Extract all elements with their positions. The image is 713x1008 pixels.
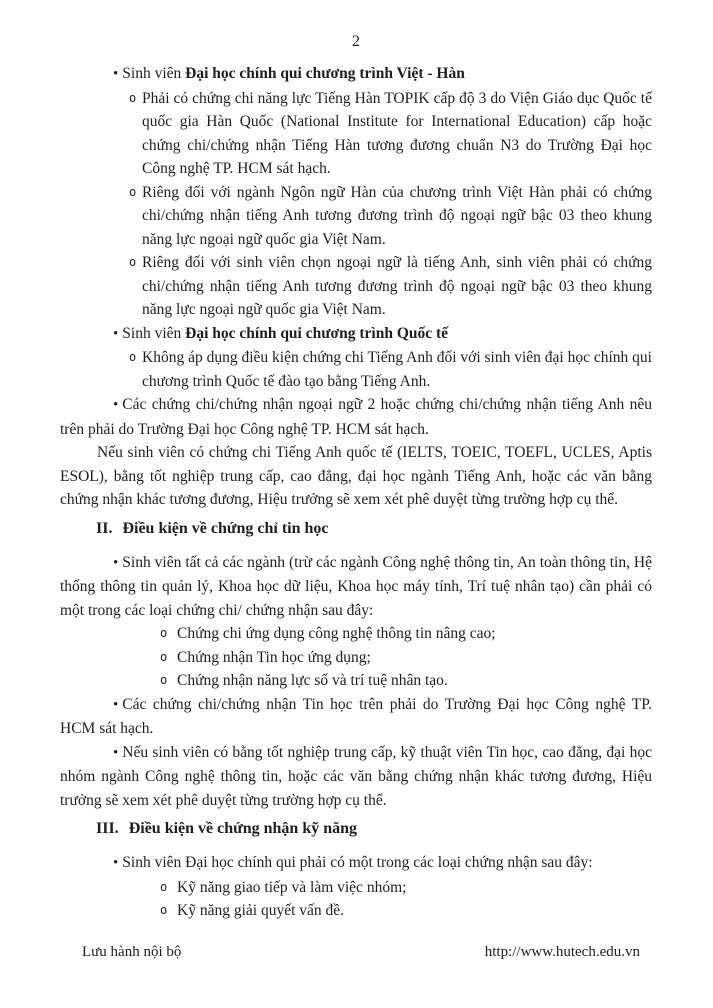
bullet-item [60, 741, 652, 813]
section-number: II. [96, 519, 113, 537]
item-text: Phải có chứng chi năng lực Tiếng Hàn TOPIK cấp độ 3 do Viện Giáo dục Quốc tế quốc gia Hàn Quốc (National Institute for International Education) cấp hoặc chứng chi/chứng nhận Tiếng Hàn tương đương chuẩn N3 do Trường Đại học Công nghệ TP. HCM sát hạch. [142, 89, 652, 177]
bullet-icon: • [113, 855, 119, 871]
item-text: Các chứng chi/chứng nhận Tin học trên phải do Trường Đại học Công nghệ TP. HCM sát hạch. [60, 695, 652, 737]
circle-bullet-icon: o [129, 350, 137, 364]
item-text: Sinh viên Đại học chính qui phải có một trong các loại chứng nhận sau đây: [122, 854, 593, 871]
bold-text-run: Đại học chính qui chương trình Quốc tế [185, 324, 449, 342]
page-footer [0, 944, 713, 968]
section-title: Điều kiện về chứng nhận kỹ năng [128, 820, 358, 837]
bullet-icon: • [113, 744, 119, 761]
circle-bullet-icon: o [129, 90, 137, 105]
item-text [122, 325, 448, 342]
bullet-item [60, 551, 652, 623]
item-text: Nếu sinh viên có bằng tốt nghiệp trung cấp, kỹ thuật viên Tin học, cao đẳng, đại học nhóm ngành Công nghệ thông tin, hoặc các văn bằng chứng nhận khác tương đương, Hiệu trưởng sẽ xem xét phê duyệt từng trường hợp cụ thể. [60, 743, 652, 809]
page-number: 2 [352, 33, 360, 50]
sub-bullet-item [129, 87, 652, 181]
document-body [60, 62, 652, 923]
circle-bullet-icon: o [160, 903, 168, 917]
sub-bullet-item [160, 622, 652, 646]
bullet-icon: • [113, 325, 119, 342]
sub-bullet-item [160, 899, 652, 923]
bullet-item [60, 393, 652, 441]
item-text: Riêng đối với sinh viên chọn ngoại ngữ là tiếng Anh, sinh viên phải có chứng chi/chứng nhận tiếng Anh tương đương trình độ ngoại ngữ bậc 03 theo khung năng lực ngoại ngữ quốc gia Việt Nam. [142, 254, 652, 318]
section-title: Điều kiện về chứng chỉ tin học [122, 519, 329, 537]
bold-text-run: Đại học chính qui chương trình Việt - Hàn [185, 65, 465, 82]
circle-bullet-icon: o [129, 255, 137, 269]
item-text: Chứng chi ứng dụng công nghệ thông tin nâng cao; [177, 625, 496, 642]
bullet-icon: • [113, 397, 119, 413]
item-text: Riêng đối với ngành Ngôn ngữ Hàn của chương trình Việt Hàn phải có chứng chi/chứng nhận tiếng Anh tương đương trình độ ngoại ngữ bậc 03 theo khung năng lực ngoại ngữ quốc gia Việt Nam. [142, 183, 652, 248]
bullet-icon: • [113, 66, 119, 82]
sub-bullet-item [129, 181, 652, 252]
sub-bullet-item [160, 669, 652, 693]
document-content [60, 32, 652, 923]
item-text: Kỹ năng giao tiếp và làm việc nhóm; [177, 878, 407, 896]
circle-bullet-icon: o [160, 649, 168, 664]
item-text: Chứng nhận Tin học ứng dụng; [177, 648, 371, 666]
text-run: Sinh viên [122, 65, 186, 82]
item-text: Kỹ năng giải quyết vấn đề. [177, 902, 345, 919]
sub-bullet-item [160, 646, 652, 670]
item-text: Không áp dụng điều kiện chứng chi Tiếng Anh đối với sinh viên đại học chính qui chương trình Quốc tế đào tạo bằng Tiếng Anh. [142, 349, 652, 390]
circle-bullet-icon: o [160, 879, 168, 894]
sub-bullet-item [129, 346, 652, 393]
footer-website-url: http://www.hutech.edu.vn [484, 944, 640, 960]
item-text: Các chứng chi/chứng nhận ngoại ngữ 2 hoặc chứng chi/chứng nhận tiếng Anh nêu trên phải do Trường Đại học Công nghệ TP. HCM sát hạch. [60, 396, 652, 438]
circle-bullet-icon: o [160, 626, 168, 640]
footer-distribution-note: Lưu hành nội bộ [82, 944, 182, 960]
circle-bullet-icon: o [160, 673, 168, 687]
sub-bullet-item [129, 251, 652, 322]
section-number: III. [96, 820, 119, 837]
paragraph: Nếu sinh viên có chứng chi Tiếng Anh quốc tế (IELTS, TOEIC, TOEFL, UCLES, Aptis ESOL), bằng tốt nghiệp trung cấp, cao đẳng, đại học ngành Tiếng Anh, hoặc các văn bằng chứng nhận khác tương đương, Hiệu trưởng sẽ xem xét phê duyệt từng trường hợp cụ thể. [60, 444, 652, 508]
section-heading [96, 517, 652, 541]
item-text: Chứng nhận năng lực số và trí tuệ nhân tạo. [177, 672, 448, 689]
circle-bullet-icon: o [129, 184, 137, 199]
bullet-item [60, 693, 652, 741]
item-text [122, 65, 465, 82]
bullet-item [60, 62, 652, 87]
sub-bullet-item [160, 876, 652, 900]
bullet-icon: • [113, 696, 119, 713]
item-text: Sinh viên tất cả các ngành (trừ các ngành Công nghệ thông tin, An toàn thông tin, Hệ thống thông tin quản lý, Khoa học dữ liệu, Khoa học máy tính, Trí tuệ nhân tạo) cần phải có một trong các loại chứng chi/ chứng nhận sau đây: [60, 553, 652, 619]
text-run: Sinh viên [122, 324, 186, 342]
bullet-icon: • [113, 554, 119, 571]
bullet-item [60, 322, 652, 347]
section-heading [96, 817, 652, 841]
bullet-item [60, 851, 652, 876]
